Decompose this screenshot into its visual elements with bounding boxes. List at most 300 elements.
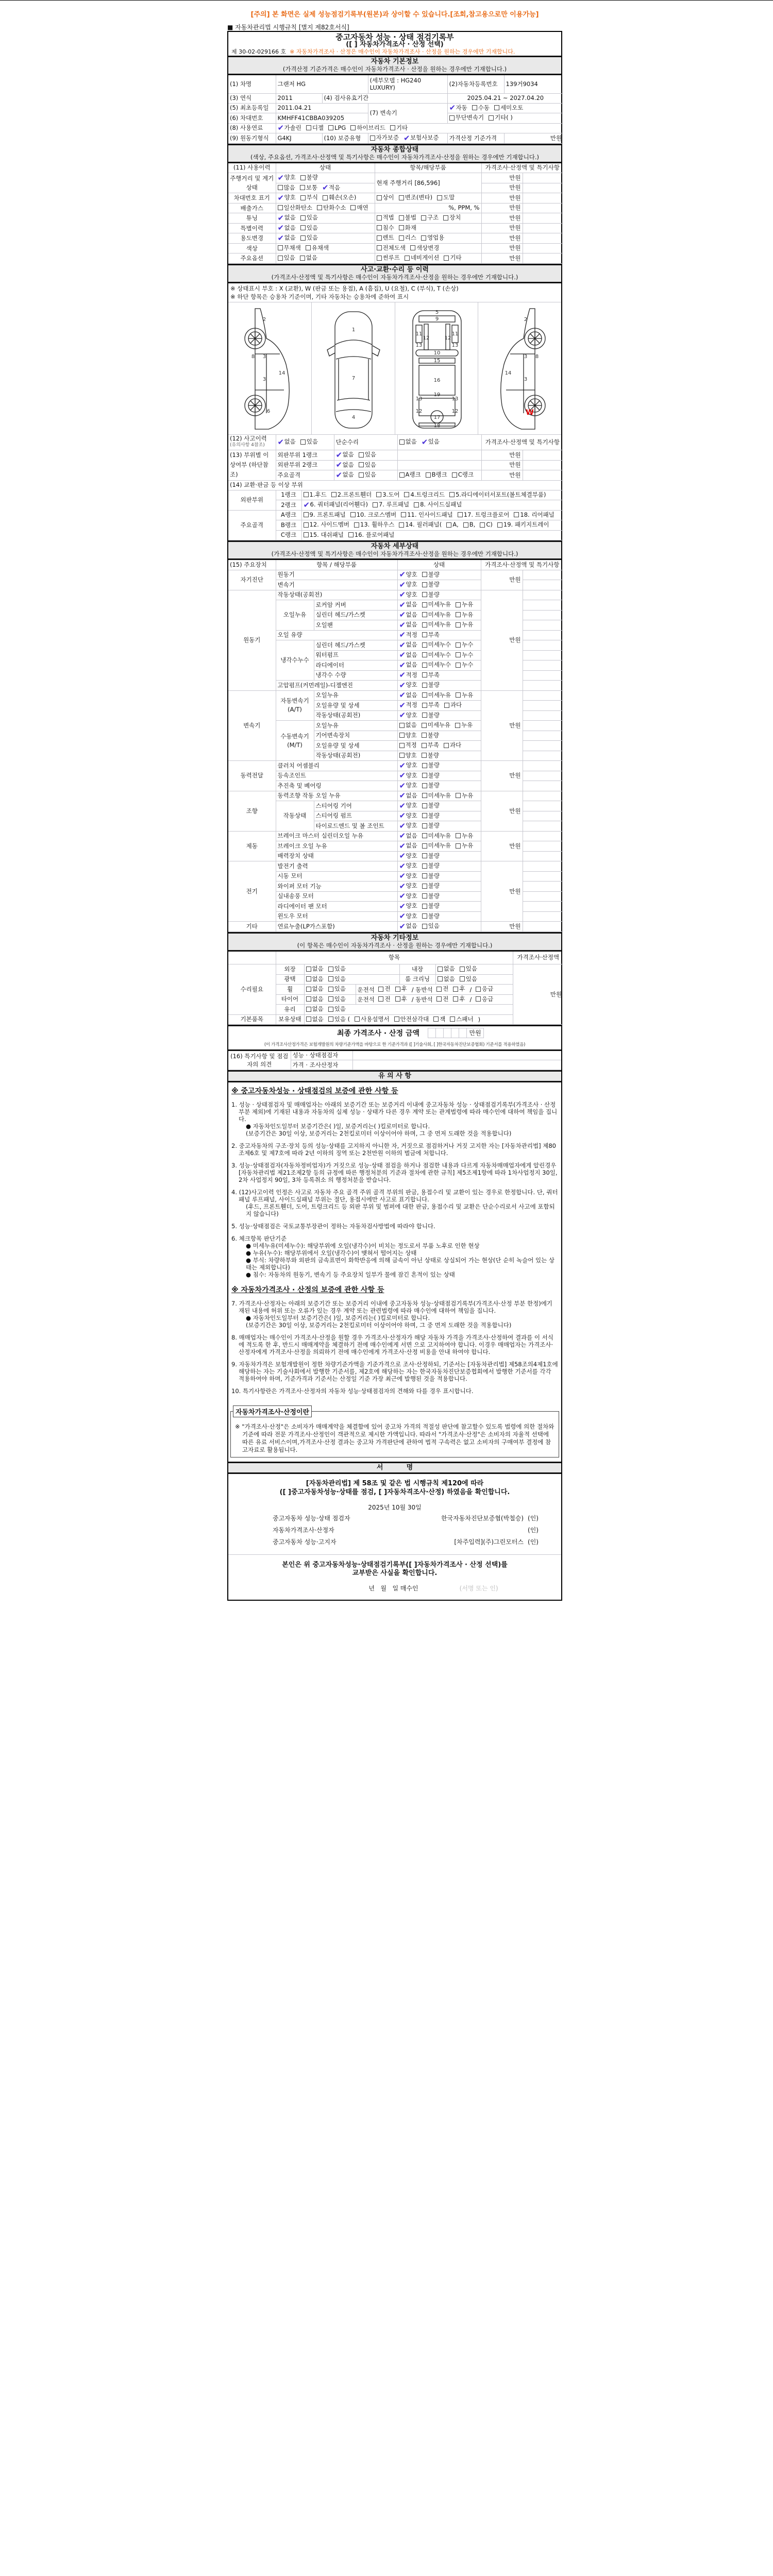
price-note[interactable] bbox=[523, 233, 563, 244]
price-note[interactable] bbox=[523, 640, 563, 651]
unchecked-checkbox-icon bbox=[422, 683, 427, 688]
checkbox-option[interactable] bbox=[460, 964, 477, 973]
checkbox-option[interactable] bbox=[399, 570, 417, 579]
checkbox-option[interactable] bbox=[422, 741, 439, 750]
checkbox-option[interactable] bbox=[446, 520, 459, 529]
checkbox-option[interactable] bbox=[422, 590, 440, 599]
checkbox-option[interactable] bbox=[399, 751, 417, 760]
checkbox-option[interactable] bbox=[476, 985, 493, 993]
checkbox-option[interactable] bbox=[359, 470, 376, 479]
signer-row bbox=[228, 1524, 561, 1536]
price-note[interactable] bbox=[523, 751, 563, 761]
checkbox-option[interactable] bbox=[404, 133, 439, 142]
seal-field[interactable]: (인) bbox=[528, 1527, 539, 1534]
checkbox-option[interactable] bbox=[306, 244, 329, 252]
diagram-top bbox=[312, 302, 395, 435]
checkbox-option[interactable] bbox=[422, 791, 451, 800]
price-note[interactable] bbox=[523, 650, 563, 660]
checkbox-option[interactable] bbox=[399, 631, 417, 639]
checkbox-option[interactable] bbox=[472, 104, 490, 112]
price-note[interactable] bbox=[523, 871, 563, 882]
price-note[interactable] bbox=[523, 580, 563, 590]
checkbox-option[interactable] bbox=[399, 580, 417, 589]
checkbox-option[interactable] bbox=[278, 183, 295, 192]
seal-field[interactable]: (인) bbox=[528, 1538, 539, 1546]
price-note[interactable] bbox=[523, 911, 563, 922]
checkbox-option[interactable] bbox=[399, 640, 417, 649]
checkbox-option[interactable] bbox=[355, 1015, 390, 1024]
price-note[interactable] bbox=[523, 620, 563, 631]
checkbox-option[interactable] bbox=[399, 691, 417, 700]
price-note[interactable] bbox=[523, 203, 563, 213]
price-note[interactable] bbox=[523, 902, 563, 912]
checkbox-option[interactable] bbox=[422, 721, 450, 730]
checkbox-option[interactable] bbox=[399, 721, 417, 730]
opinion-table bbox=[228, 1049, 561, 1070]
checkbox-option[interactable] bbox=[395, 985, 407, 993]
unchecked-checkbox-icon bbox=[422, 863, 427, 869]
checkbox-option[interactable] bbox=[399, 872, 417, 880]
checkbox-option[interactable] bbox=[405, 253, 440, 262]
checkbox-option[interactable] bbox=[394, 1015, 429, 1024]
checkbox-option[interactable] bbox=[399, 590, 417, 599]
section-title: 유 의 사 항 bbox=[378, 1072, 411, 1080]
checkbox-option[interactable] bbox=[399, 600, 417, 609]
price-note[interactable] bbox=[523, 570, 563, 580]
checkbox-option[interactable] bbox=[377, 244, 406, 252]
checkbox-option[interactable] bbox=[399, 922, 417, 930]
checkbox-option[interactable] bbox=[422, 902, 440, 910]
checkbox-option[interactable] bbox=[300, 253, 317, 262]
checked-checkbox-icon bbox=[399, 903, 406, 909]
price-note[interactable] bbox=[523, 701, 563, 711]
checkbox-option[interactable] bbox=[422, 437, 440, 446]
price-note[interactable] bbox=[523, 710, 563, 721]
price-note[interactable] bbox=[523, 630, 563, 640]
price-note[interactable] bbox=[523, 660, 563, 671]
price-note[interactable] bbox=[523, 841, 563, 852]
checkbox-option[interactable] bbox=[278, 224, 296, 232]
checkbox-option[interactable] bbox=[494, 104, 523, 112]
checkbox-option[interactable] bbox=[399, 902, 417, 910]
checkbox-option[interactable] bbox=[304, 490, 327, 499]
option-text: ) bbox=[478, 1016, 481, 1023]
label-glass: 유리 bbox=[276, 1005, 304, 1015]
checkbox-option[interactable] bbox=[399, 470, 421, 479]
checkbox-option[interactable] bbox=[456, 611, 473, 619]
checkbox-option[interactable] bbox=[422, 761, 440, 770]
checkbox-label: 양호 bbox=[406, 902, 417, 909]
checkbox-option[interactable] bbox=[278, 233, 296, 242]
checkbox-option[interactable] bbox=[455, 721, 473, 730]
checkbox-option[interactable] bbox=[399, 620, 417, 629]
checkbox-option[interactable] bbox=[489, 113, 513, 122]
checkbox-option[interactable] bbox=[377, 213, 394, 222]
checkbox-option[interactable] bbox=[328, 124, 346, 132]
checkbox-option[interactable] bbox=[399, 912, 417, 921]
unchecked-checkbox-icon bbox=[399, 235, 404, 241]
price-note[interactable] bbox=[523, 721, 563, 731]
checkbox-option[interactable] bbox=[306, 1015, 324, 1024]
checkbox-option[interactable] bbox=[463, 520, 476, 529]
checkbox-option[interactable] bbox=[304, 520, 350, 529]
checked-checkbox-icon bbox=[399, 863, 406, 869]
checkbox-option[interactable] bbox=[331, 490, 372, 499]
checkbox-option[interactable] bbox=[399, 841, 417, 850]
unchecked-checkbox-icon bbox=[476, 996, 481, 1002]
unchecked-checkbox-icon bbox=[433, 1016, 439, 1022]
price-note[interactable] bbox=[523, 173, 563, 183]
checkbox-option[interactable] bbox=[328, 964, 346, 973]
group-label: 주요골격 bbox=[228, 510, 276, 540]
unchecked-checkbox-icon bbox=[422, 893, 427, 899]
price-note[interactable] bbox=[523, 831, 563, 841]
table-row bbox=[228, 470, 563, 481]
checkbox-option[interactable] bbox=[300, 193, 318, 202]
price-note[interactable] bbox=[523, 183, 563, 193]
checkbox-option[interactable] bbox=[422, 691, 451, 700]
checkbox-option[interactable] bbox=[449, 104, 467, 112]
price-note[interactable] bbox=[523, 791, 563, 801]
price-note[interactable] bbox=[523, 861, 563, 872]
checkbox-option[interactable] bbox=[449, 490, 546, 499]
checkbox-option[interactable] bbox=[278, 244, 301, 252]
checkbox-option[interactable] bbox=[399, 711, 417, 720]
checkbox-option[interactable] bbox=[328, 995, 346, 1004]
checkbox-option[interactable] bbox=[306, 964, 324, 973]
checkbox-label: 적정 bbox=[405, 741, 417, 749]
page-subtitle: ([ ] 자동차가격조사 · 산정 선택) bbox=[346, 41, 444, 48]
checkbox-option[interactable] bbox=[444, 741, 461, 750]
checkbox-option[interactable] bbox=[399, 701, 417, 709]
price-note[interactable] bbox=[523, 600, 563, 611]
price-note[interactable] bbox=[523, 223, 563, 233]
checkbox-option[interactable] bbox=[426, 470, 447, 479]
checkbox-option[interactable] bbox=[377, 233, 394, 242]
checkbox-option[interactable] bbox=[452, 470, 474, 479]
checkbox-option[interactable] bbox=[306, 985, 324, 993]
checkbox-option[interactable] bbox=[456, 620, 473, 629]
checkbox-option[interactable] bbox=[453, 995, 465, 1004]
checkbox-option[interactable] bbox=[444, 701, 462, 709]
checkbox-option[interactable] bbox=[453, 985, 465, 993]
checkbox-option[interactable] bbox=[422, 731, 439, 740]
checkbox-option[interactable] bbox=[399, 761, 417, 770]
checkbox-option[interactable] bbox=[306, 975, 324, 984]
checked-checkbox-icon bbox=[399, 803, 406, 809]
checkbox-option[interactable] bbox=[300, 183, 317, 192]
checkbox-option[interactable] bbox=[422, 681, 440, 689]
checkbox-option[interactable] bbox=[304, 531, 344, 539]
checkbox-option[interactable] bbox=[444, 253, 461, 262]
price-note[interactable] bbox=[523, 460, 563, 470]
checkbox-option[interactable] bbox=[399, 193, 432, 202]
checkbox-option[interactable] bbox=[422, 671, 440, 680]
unchecked-checkbox-icon bbox=[422, 884, 427, 889]
checkbox-option[interactable] bbox=[390, 124, 408, 132]
checkbox-option[interactable] bbox=[422, 580, 440, 589]
checkbox-option[interactable] bbox=[422, 620, 451, 629]
checkbox-option[interactable] bbox=[399, 852, 417, 860]
checkbox-option[interactable] bbox=[278, 253, 295, 262]
checkbox-option[interactable] bbox=[322, 183, 340, 192]
price-note[interactable] bbox=[523, 243, 563, 253]
checkbox-option[interactable] bbox=[422, 711, 440, 720]
checkbox-option[interactable] bbox=[377, 224, 394, 232]
checkbox-option[interactable] bbox=[399, 611, 417, 619]
checkbox-option[interactable] bbox=[399, 892, 417, 901]
checkbox-option[interactable] bbox=[328, 985, 346, 993]
checkbox-option[interactable] bbox=[399, 731, 417, 740]
price-note[interactable] bbox=[523, 882, 563, 892]
checkbox-option[interactable] bbox=[399, 671, 417, 680]
checkbox-option[interactable] bbox=[399, 811, 417, 820]
price-note[interactable] bbox=[523, 741, 563, 751]
checkbox-option[interactable] bbox=[378, 985, 390, 993]
checkbox-option[interactable] bbox=[460, 975, 477, 984]
checkbox-option[interactable] bbox=[433, 1015, 445, 1024]
checked-checkbox-icon bbox=[399, 843, 406, 849]
checkbox-option[interactable] bbox=[395, 995, 407, 1004]
checkbox-option[interactable] bbox=[422, 882, 440, 890]
checkbox-option[interactable] bbox=[422, 781, 440, 790]
checkbox-option[interactable] bbox=[422, 600, 451, 609]
checkbox-option[interactable] bbox=[399, 771, 417, 780]
part-number-label: 1 bbox=[351, 327, 356, 333]
checkbox-option[interactable] bbox=[422, 570, 440, 579]
checkbox-option[interactable] bbox=[449, 113, 484, 122]
final-price-boxes[interactable] bbox=[428, 1028, 483, 1038]
checkbox-option[interactable] bbox=[300, 173, 318, 182]
checkbox-option[interactable] bbox=[348, 531, 395, 539]
checkbox-option[interactable] bbox=[336, 450, 354, 459]
checkbox-option[interactable] bbox=[306, 995, 324, 1004]
checkbox-option[interactable] bbox=[336, 470, 354, 479]
appraiser-opinion[interactable] bbox=[352, 1060, 561, 1070]
checkbox-option[interactable] bbox=[300, 224, 318, 232]
checkbox-option[interactable] bbox=[438, 975, 455, 984]
checkbox-option[interactable] bbox=[456, 640, 473, 649]
checkbox-option[interactable] bbox=[456, 660, 473, 669]
inspector-opinion[interactable] bbox=[352, 1050, 561, 1060]
price-note[interactable] bbox=[523, 771, 563, 781]
checkbox-label: 양호 bbox=[406, 912, 417, 920]
seal-field[interactable]: (인) bbox=[528, 1515, 539, 1522]
price-note[interactable] bbox=[523, 811, 563, 821]
section-sign-header bbox=[228, 1462, 561, 1474]
checkbox-option[interactable] bbox=[422, 771, 440, 780]
price-note[interactable] bbox=[523, 761, 563, 771]
checkbox-label: A, bbox=[452, 521, 459, 528]
rank-options bbox=[397, 460, 481, 470]
checkbox-option[interactable] bbox=[456, 600, 473, 609]
price-note[interactable] bbox=[523, 253, 563, 264]
checkbox-option[interactable] bbox=[436, 985, 448, 993]
checkbox-label: 있음 bbox=[334, 975, 346, 982]
checkbox-option[interactable] bbox=[456, 791, 473, 800]
checkbox-option[interactable] bbox=[410, 244, 439, 252]
checkbox-option[interactable] bbox=[404, 490, 445, 499]
status-options bbox=[276, 173, 375, 183]
checkbox-option[interactable] bbox=[278, 213, 296, 222]
checkbox-option[interactable] bbox=[377, 193, 394, 202]
checkbox-option[interactable] bbox=[422, 751, 439, 760]
buyer-signature-field[interactable]: (서명 또는 인) bbox=[459, 1585, 498, 1592]
unchecked-checkbox-icon bbox=[422, 793, 427, 798]
row-label: 차대번호 표기 bbox=[228, 193, 276, 204]
checkbox-option[interactable] bbox=[377, 253, 400, 262]
checkbox-option[interactable] bbox=[422, 631, 440, 639]
checkbox-option[interactable] bbox=[399, 741, 417, 750]
checkbox-option[interactable] bbox=[422, 861, 440, 870]
checkbox-option[interactable] bbox=[399, 832, 417, 840]
price-note[interactable] bbox=[523, 681, 563, 691]
checkbox-option[interactable] bbox=[399, 660, 417, 669]
checkbox-option[interactable] bbox=[376, 490, 399, 499]
item-name: 브레이크 마스터 실린더오일 누유 bbox=[276, 831, 397, 841]
checkbox-option[interactable] bbox=[278, 124, 301, 132]
checkbox-option[interactable] bbox=[399, 437, 417, 446]
table-row bbox=[228, 570, 563, 580]
checkbox-option[interactable] bbox=[278, 173, 296, 182]
checkbox-option[interactable] bbox=[422, 640, 451, 649]
checkbox-option[interactable] bbox=[422, 912, 440, 921]
price-note[interactable] bbox=[523, 670, 563, 681]
checkbox-option[interactable] bbox=[328, 1015, 350, 1024]
checkbox-option[interactable] bbox=[422, 701, 440, 709]
checkbox-option[interactable] bbox=[300, 213, 318, 222]
checkbox-option[interactable] bbox=[399, 861, 417, 870]
checkbox-option[interactable] bbox=[306, 1005, 324, 1013]
checkbox-option[interactable] bbox=[422, 651, 451, 659]
checkbox-option[interactable] bbox=[278, 204, 313, 212]
checkbox-label: 없음 bbox=[342, 461, 354, 468]
checked-checkbox-icon bbox=[399, 873, 406, 879]
price-note[interactable] bbox=[523, 610, 563, 620]
checkbox-option[interactable] bbox=[437, 193, 455, 202]
checkbox-option[interactable] bbox=[399, 801, 417, 810]
checkbox-option[interactable] bbox=[304, 511, 346, 519]
checkbox-option[interactable] bbox=[456, 832, 473, 840]
checkbox-option[interactable] bbox=[399, 681, 417, 689]
checkbox-option[interactable] bbox=[422, 801, 440, 810]
checkbox-option[interactable] bbox=[399, 224, 416, 232]
checkbox-option[interactable] bbox=[306, 124, 324, 132]
price-note[interactable] bbox=[523, 851, 563, 861]
checkbox-option[interactable] bbox=[336, 461, 354, 469]
checkbox-option[interactable] bbox=[278, 193, 296, 202]
checkbox-option[interactable] bbox=[422, 811, 440, 820]
checkbox-option[interactable] bbox=[323, 193, 356, 202]
checkbox-option[interactable] bbox=[422, 832, 451, 840]
checkbox-option[interactable] bbox=[399, 213, 416, 222]
checkbox-option[interactable] bbox=[359, 461, 376, 469]
price-note[interactable] bbox=[523, 450, 563, 461]
price-note[interactable] bbox=[523, 781, 563, 791]
checkbox-option[interactable] bbox=[328, 975, 346, 984]
checkbox-option[interactable] bbox=[401, 511, 453, 519]
checkbox-label: 없음 bbox=[312, 975, 324, 982]
checkbox-option[interactable] bbox=[399, 791, 417, 800]
checkbox-option[interactable] bbox=[438, 964, 455, 973]
price-note[interactable] bbox=[523, 731, 563, 741]
section-note: (가격산정 기준가격은 매수인이 자동차가격조사 · 산정을 원하는 경우에만 기재합니다.) bbox=[282, 65, 507, 73]
price-note[interactable] bbox=[523, 213, 563, 224]
checkbox-option[interactable] bbox=[378, 995, 390, 1004]
checkbox-option[interactable] bbox=[350, 124, 385, 132]
checkbox-option[interactable] bbox=[480, 520, 493, 529]
checkbox-option[interactable] bbox=[373, 500, 409, 509]
checkbox-option[interactable] bbox=[399, 520, 442, 529]
item-name: 연료누출(LP가스포함) bbox=[276, 922, 397, 932]
label-registration: (2)자동차등록번호 bbox=[447, 75, 504, 93]
checkbox-option[interactable] bbox=[456, 841, 473, 850]
checkbox-option[interactable] bbox=[399, 651, 417, 659]
checkbox-option[interactable] bbox=[421, 213, 439, 222]
price-note[interactable] bbox=[523, 193, 563, 204]
checkbox-option[interactable] bbox=[422, 872, 440, 880]
checkbox-option[interactable] bbox=[476, 995, 493, 1004]
checkbox-option[interactable] bbox=[450, 1015, 473, 1024]
checkbox-option[interactable] bbox=[422, 922, 440, 930]
checkbox-option[interactable] bbox=[422, 852, 440, 860]
checkbox-option[interactable] bbox=[399, 882, 417, 890]
tire-position-options bbox=[356, 994, 513, 1005]
checkbox-option[interactable] bbox=[399, 781, 417, 790]
checkbox-option[interactable] bbox=[456, 691, 473, 700]
checkbox-option[interactable] bbox=[300, 233, 318, 242]
checkbox-option[interactable] bbox=[300, 437, 318, 446]
checkbox-option[interactable] bbox=[350, 511, 397, 519]
table-row bbox=[228, 213, 563, 224]
checkbox-option[interactable] bbox=[456, 651, 473, 659]
checkbox-option[interactable] bbox=[399, 233, 416, 242]
checkbox-option[interactable] bbox=[422, 611, 451, 619]
price-note[interactable] bbox=[523, 821, 563, 832]
notes-item bbox=[231, 1387, 558, 1395]
checkbox-option[interactable] bbox=[497, 520, 549, 529]
price-note[interactable] bbox=[523, 922, 563, 932]
checkbox-option[interactable] bbox=[350, 204, 368, 212]
checkbox-option[interactable] bbox=[370, 133, 399, 142]
checkbox-option[interactable] bbox=[359, 450, 376, 459]
price-note[interactable] bbox=[523, 891, 563, 902]
checkbox-option[interactable] bbox=[278, 437, 296, 446]
checkbox-option[interactable] bbox=[422, 821, 440, 830]
checkbox-option[interactable] bbox=[422, 892, 440, 901]
price-unit: 만원 bbox=[481, 243, 523, 253]
checkbox-option[interactable] bbox=[436, 995, 448, 1004]
checkbox-option[interactable] bbox=[354, 520, 394, 529]
price-unit: 만원 bbox=[481, 203, 523, 213]
price-note[interactable] bbox=[523, 470, 563, 481]
unchecked-checkbox-icon bbox=[426, 472, 431, 478]
checkbox-option[interactable] bbox=[458, 511, 510, 519]
checkbox-option[interactable] bbox=[422, 660, 451, 669]
price-note[interactable] bbox=[523, 690, 563, 701]
checkbox-option[interactable] bbox=[399, 821, 417, 830]
checkbox-option[interactable] bbox=[514, 511, 554, 519]
checkbox-option[interactable] bbox=[421, 233, 444, 242]
checkbox-option[interactable] bbox=[304, 500, 368, 509]
checkbox-option[interactable] bbox=[317, 204, 346, 212]
price-note[interactable] bbox=[523, 590, 563, 600]
checkbox-option[interactable] bbox=[422, 841, 451, 850]
checkbox-option[interactable] bbox=[328, 1005, 346, 1013]
price-note[interactable] bbox=[523, 801, 563, 811]
checkbox-option[interactable] bbox=[443, 213, 461, 222]
checkbox-option[interactable] bbox=[414, 500, 462, 509]
